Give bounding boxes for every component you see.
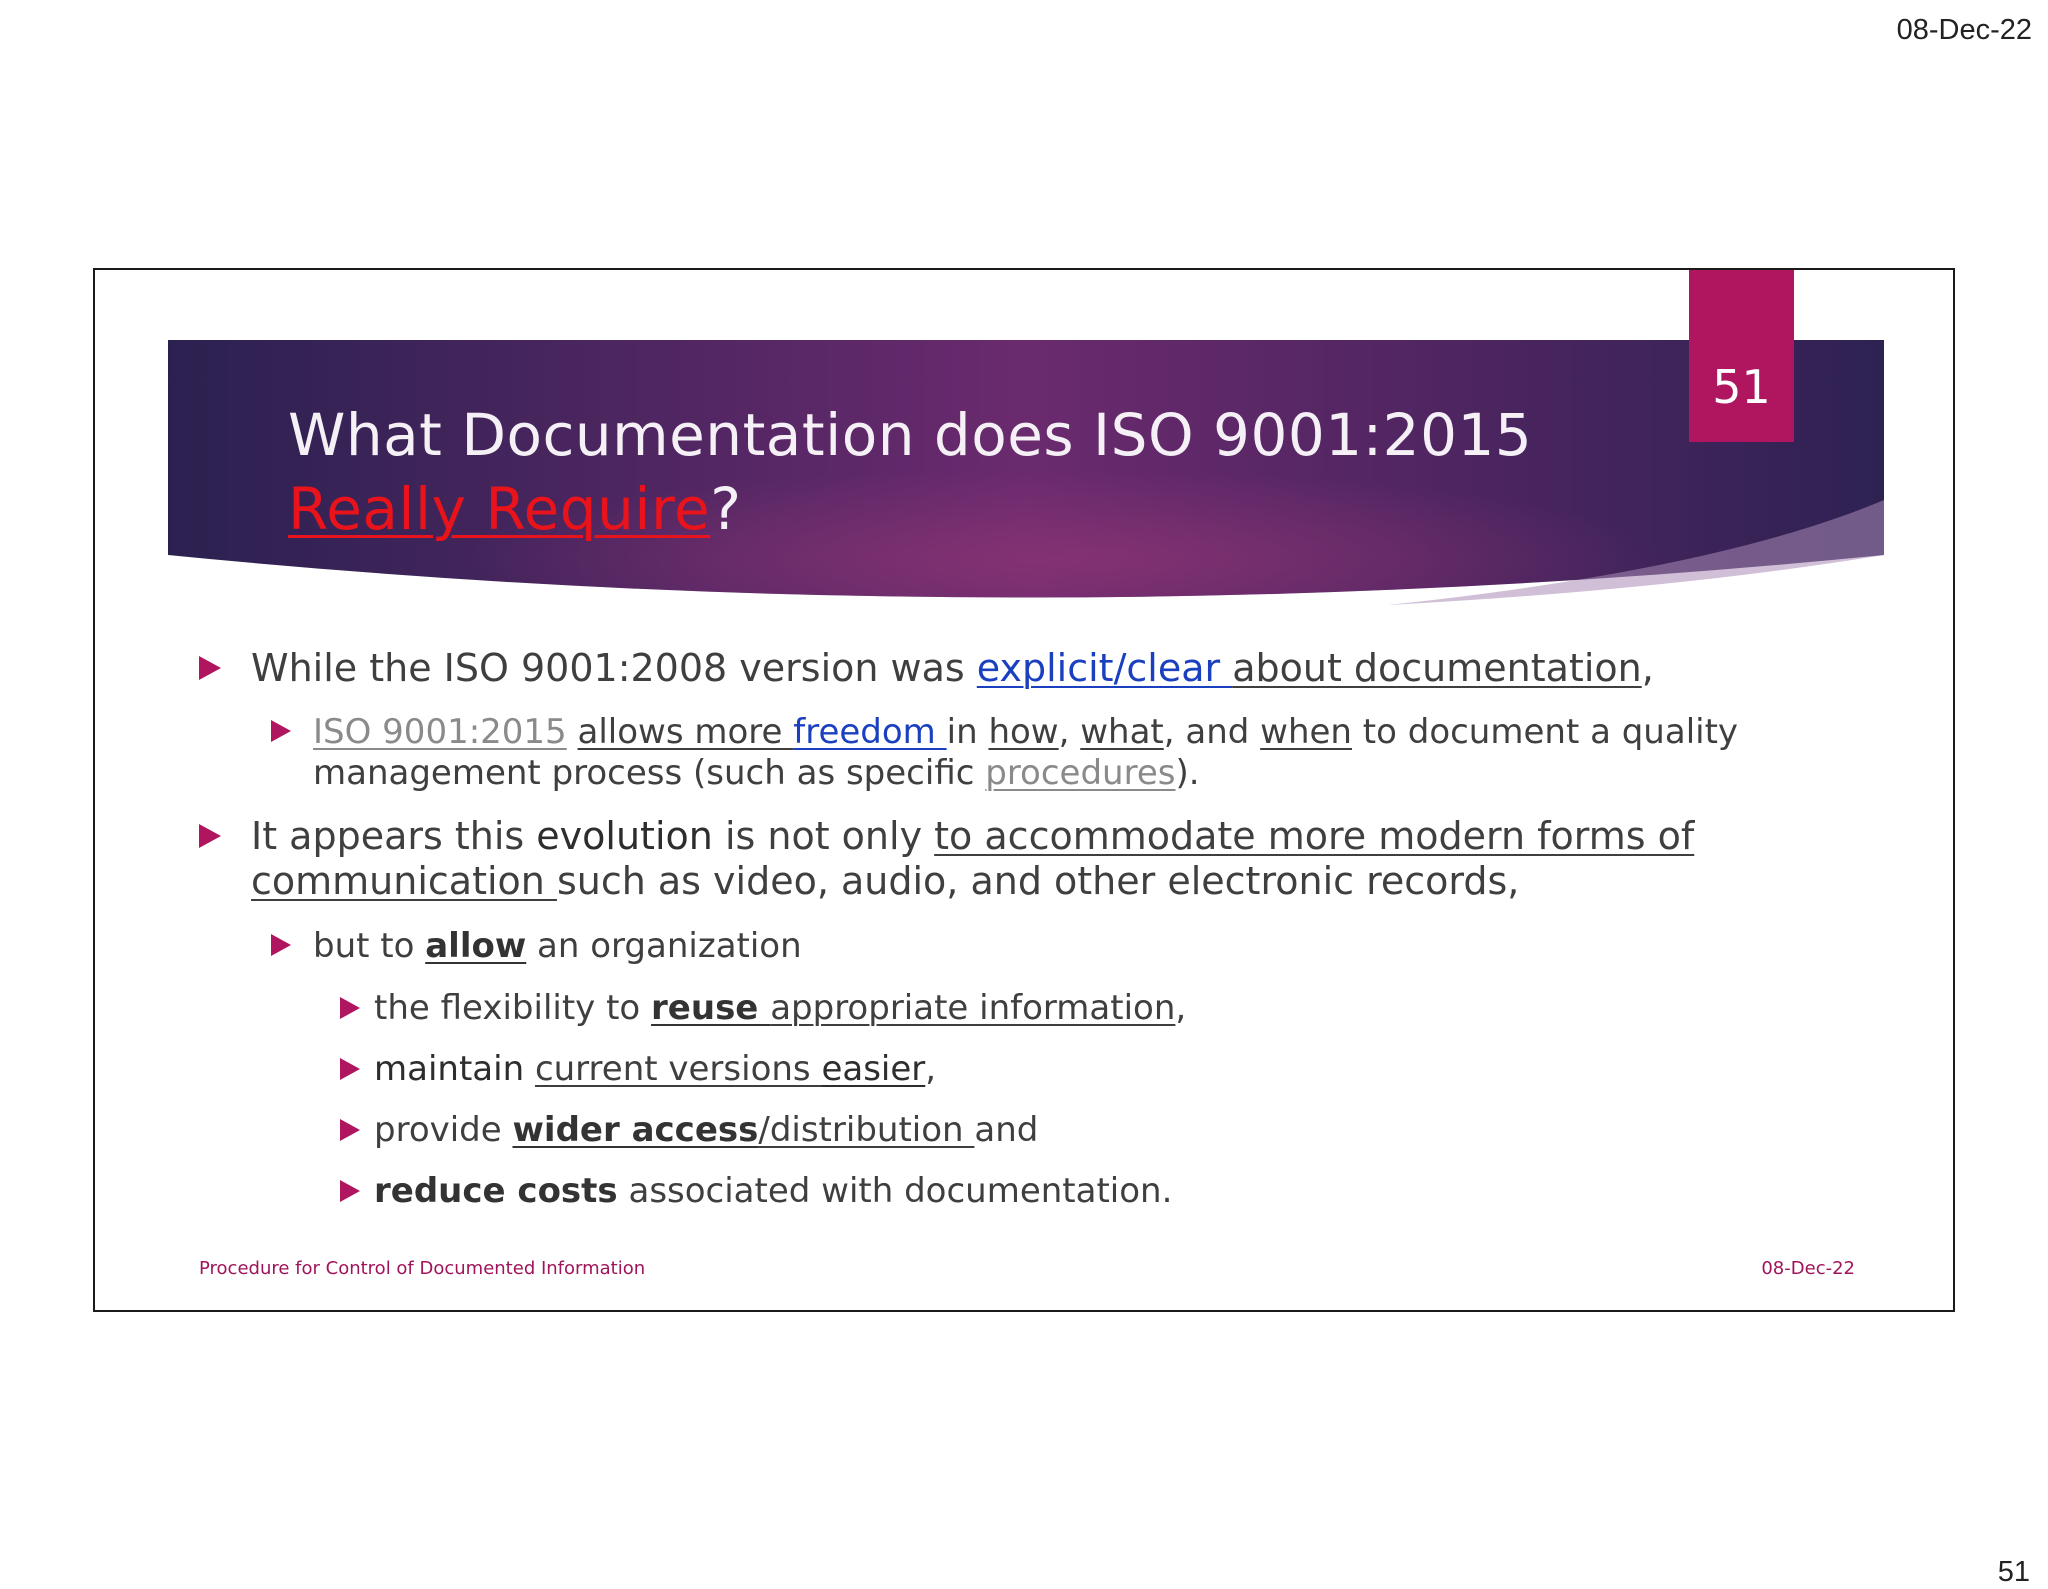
link-freedom[interactable]: freedom xyxy=(793,712,947,752)
bullet-text: provide xyxy=(374,1110,513,1150)
bullet-2 xyxy=(251,814,1791,904)
bullet-text: , xyxy=(1175,988,1187,1028)
title-red-text: Really Require xyxy=(288,475,711,543)
bullet-text xyxy=(524,1049,535,1089)
link-procedures[interactable]: procedures xyxy=(985,753,1176,793)
bullet-text: , and xyxy=(1163,712,1261,752)
bullet-triangle-icon xyxy=(271,934,291,956)
bullet-text: the flexibility to xyxy=(374,988,652,1028)
bullet-text: to document a quality xyxy=(1351,712,1739,752)
bullet-text: management process (such as specific xyxy=(313,753,986,793)
bullet-text: in xyxy=(946,712,989,752)
bullet-triangle-icon xyxy=(199,656,221,680)
bullet-2a-3 xyxy=(374,1110,1038,1151)
bullet-text: is not only xyxy=(712,814,935,858)
bullet-triangle-icon xyxy=(340,1058,360,1080)
bullet-text: but to xyxy=(313,926,426,966)
title-question: ? xyxy=(710,475,742,543)
bullet-2a xyxy=(313,926,802,967)
slide xyxy=(93,268,1955,1312)
slide-number: 51 xyxy=(1689,270,1794,442)
emphasis-text: maintain xyxy=(374,1049,525,1089)
underlined-text: communication xyxy=(251,859,557,903)
bullet-text: such as video, audio, and other electronic records, xyxy=(556,859,1520,903)
slide-footer-title: Procedure for Control of Documented Information xyxy=(199,1258,646,1279)
emphasis-text: reuse xyxy=(651,988,771,1028)
bullet-2a-4 xyxy=(374,1171,1172,1212)
bullet-triangle-icon xyxy=(199,824,221,848)
page-date: 08-Dec-22 xyxy=(1896,14,2032,46)
page-number: 51 xyxy=(1997,1556,2030,1588)
underlined-text: allows more xyxy=(577,712,794,752)
bullet-text: and xyxy=(974,1110,1039,1150)
underlined-text: to accommodate more modern forms of xyxy=(934,814,1695,858)
bullet-text: , xyxy=(925,1049,937,1089)
slide-title xyxy=(288,398,1532,546)
underlined-text: how xyxy=(988,712,1059,752)
bullet-text: ). xyxy=(1175,753,1200,793)
underlined-text: when xyxy=(1260,712,1352,752)
bullet-text: , xyxy=(1058,712,1081,752)
underlined-text: what xyxy=(1080,712,1164,752)
title-line1: What Documentation does ISO 9001:2015 xyxy=(288,401,1533,469)
link-iso-9001-2015[interactable]: ISO 9001:2015 xyxy=(313,712,567,752)
bullet-triangle-icon xyxy=(340,997,360,1019)
emphasis-text: easier xyxy=(821,1049,926,1089)
underlined-text: /distribution xyxy=(758,1110,975,1150)
bullet-1 xyxy=(251,646,1654,691)
underlined-text: current versions xyxy=(534,1049,822,1089)
bullet-2a-1 xyxy=(374,988,1186,1029)
bullet-text: an organization xyxy=(526,926,802,966)
bullet-text: While the ISO 9001:2008 version was xyxy=(251,646,977,690)
bullet-text: associated with documentation. xyxy=(617,1171,1173,1211)
underlined-text: about documentation xyxy=(1232,646,1642,690)
slide-footer-date: 08-Dec-22 xyxy=(1761,1258,1855,1279)
bullet-triangle-icon xyxy=(340,1180,360,1202)
bullet-2a-2 xyxy=(374,1049,936,1090)
emphasis-text: reduce costs xyxy=(374,1171,618,1211)
emphasis-text: evolution xyxy=(536,814,713,858)
bullet-triangle-icon xyxy=(340,1119,360,1141)
bullet-1a xyxy=(313,712,1813,794)
emphasis-text: wider access xyxy=(512,1110,759,1150)
bullet-text: It appears this xyxy=(251,814,537,858)
bullet-text: , xyxy=(1641,646,1654,690)
underlined-text: appropriate information xyxy=(770,988,1176,1028)
title-line2 xyxy=(288,472,1532,546)
bullet-text xyxy=(567,712,578,752)
bullet-triangle-icon xyxy=(271,720,291,742)
emphasis-text: allow xyxy=(425,926,527,966)
link-explicit-clear[interactable]: explicit/clear xyxy=(976,646,1233,690)
